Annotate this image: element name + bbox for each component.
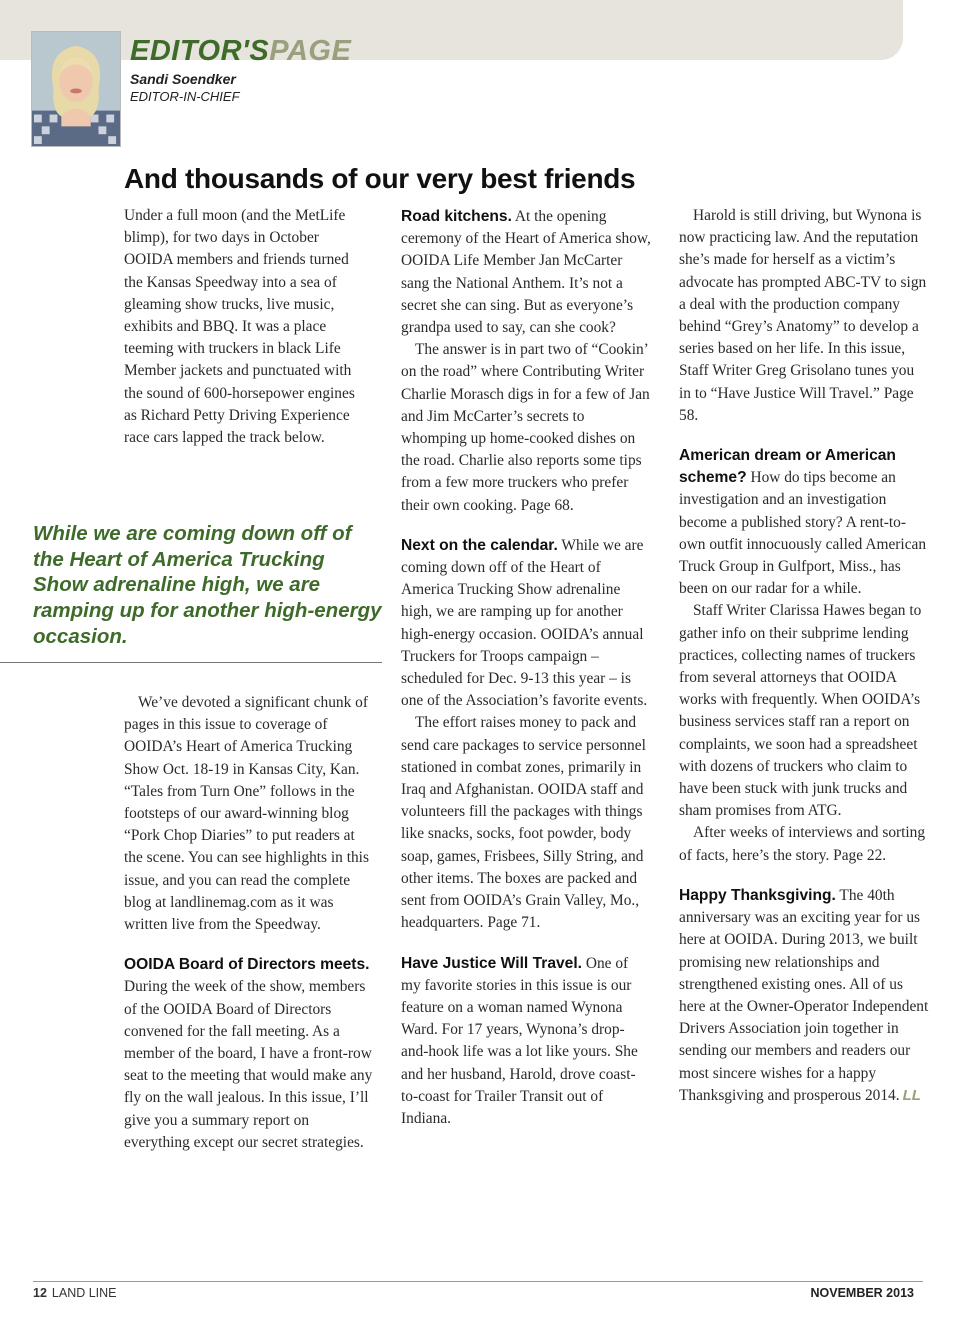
paragraph-road-kitchens <box>401 206 651 339</box>
column-1-top <box>124 205 368 449</box>
pull-quote: While we are coming down off of the Heart of America Trucking Show adrenaline high, we are ramping up for another high-energy occasion. <box>33 522 382 648</box>
paragraph-care-packages: The effort raises money to pack and send care packages to service personnel stationed in combat zones, primarily in Iraq and Afghanistan. OOIDA staff and volunteers fill the packages with things like snacks, socks, foot powder, body soap, games, Frisbees, Silly String, and other items. The boxes are packed and sent from OOIDA’s Grain Valley, Mo., headquarters. Page 71. <box>401 714 646 932</box>
editor-portrait-image <box>32 32 120 146</box>
section-title-word1: EDITOR'S <box>130 35 270 67</box>
issue-date: NOVEMBER 2013 <box>810 1286 914 1300</box>
justice-lead: Have Justice Will Travel. <box>401 954 583 972</box>
paragraph-story: After weeks of interviews and sorting of facts, here’s the story. Page 22. <box>679 824 926 864</box>
editor-title: EDITOR-IN-CHIEF <box>130 89 240 104</box>
pull-quote-divider <box>0 662 382 663</box>
magazine-name: LAND LINE <box>51 1286 117 1300</box>
editor-photo <box>31 31 121 147</box>
column-3 <box>679 205 929 1107</box>
paragraph-intro: Under a full moon (and the MetLife blimp), for two days in October OOIDA members and friends turned the Kansas Speedway into a sea of gleaming show trucks, live music, exhibits and BBQ. It was a place teeming with truckers in black Life Member jackets and punctuated with the sound of 600-horsepower engines as Richard Petty Driving Experience race cars lapped the track below. <box>124 207 355 447</box>
next-lead: Next on the calendar. <box>401 536 558 554</box>
paragraph-american-dream <box>679 445 929 600</box>
thanks-lead: Happy Thanksgiving. <box>679 886 836 904</box>
article-headline: And thousands of our very best friends <box>124 163 636 194</box>
next-text: While we are coming down off of the Heart of America Trucking Show adrenaline high, we are ramping up for another high-energy occasion. OOIDA’s annual Truckers for Troops campaign – scheduled for Dec. 9-13 this year – is one of the Association’s favorite events. <box>401 536 648 710</box>
page-number: 12 <box>33 1286 47 1300</box>
paragraph-board <box>124 954 374 1154</box>
justice-text: One of my favorite stories in this issue is our feature on a woman named Wynona Ward. For 17 years, Wynona’s drop-and-hook life was a lot like yours. She and her husband, Harold, drove coast-to-coast for Trailer Transit out of Indiana. <box>401 954 638 1127</box>
paragraph-harold: Harold is still driving, but Wynona is now practicing law. And the reputation she’s made for herself as a victim’s advocate has prompted ABC-TV to sign a deal with the production company behind “Grey’s Anatomy” to develop a series based on her life. In this issue, Staff Writer Greg Grisolano tunes you in to “Have Justice Will Travel.” Page 58. <box>679 207 927 424</box>
section-title <box>130 34 351 68</box>
paragraph-thanksgiving <box>679 885 929 1107</box>
road-text: At the opening ceremony of the Heart of America show, OOIDA Life Member Jan McCarter sang the National Anthem. It’s not a secret she can sing. But as everyone’s grandpa used to say, can she cook? <box>401 208 651 337</box>
paragraph-calendar <box>401 535 651 713</box>
board-text: During the week of the show, members of the OOIDA Board of Directors convened for the fall meeting. As a member of the board, I have a front-row seat to the meeting that would make any fly on the wall jealous. In this issue, I’ll give you a summary report on everything except our secret strategies. <box>124 978 373 1151</box>
footer-divider <box>33 1281 923 1282</box>
footer-folio <box>33 1286 117 1300</box>
board-lead: OOIDA Board of Directors meets. <box>124 956 370 974</box>
paragraph-justice <box>401 953 651 1131</box>
editor-name: Sandi Soendker <box>130 71 236 87</box>
road-lead: Road kitchens. <box>401 208 512 225</box>
section-title-word2: PAGE <box>269 35 352 67</box>
column-1-bottom <box>124 692 374 1154</box>
paragraph-cookin: The answer is in part two of “Cookin’ on the road” where Contributing Writer Charlie Morasch digs in for a few of Jan and Jim McCarter’s secrets to whomping up home-cooked dishes on the road. Charlie also reports some tips from a few more truckers who prefer their own cooking. Page 68. <box>401 341 650 514</box>
dream-text: How do tips become an investigation and an investigation become a published story? A rent-to-own outfit innocuously called American Truck Group in Gulfport, Miss., has been on our radar for a while. <box>679 469 927 598</box>
paragraph-coverage: We’ve devoted a significant chunk of pages in this issue to coverage of OOIDA’s Heart of America Trucking Show Oct. 18-19 in Kansas City, Kan. “Tales from Turn One” follows in the footsteps of our award-winning blog “Pork Chop Diaries” to put readers at the scene. You can see highlights in this issue, and you can read the complete blog at landlinemag.com as it was written live from the Speedway. <box>124 694 369 934</box>
paragraph-hawes: Staff Writer Clarissa Hawes began to gather info on their subprime lending practices, collecting names of truckers from several attorneys that OOIDA works with frequently. When OOIDA’s business services staff ran a report on complaints, we soon had a spreadsheet with dozens of truckers who claim to have been stuck with junk trucks and sham promises from ATG. <box>679 602 922 820</box>
dream-lead: American dream or American scheme? <box>679 447 896 487</box>
end-mark-logo: LL <box>902 1086 921 1104</box>
column-2 <box>401 206 651 1130</box>
thanks-text: The 40th anniversary was an exciting year for us here at OOIDA. During 2013, we built promising new relationships and strengthened existing ones. All of us here at the Owner-Operator Independent Drivers Association join together in sending our members and readers our most sincere wishes for a happy Thanksgiving and prosperous 2014. <box>679 886 929 1104</box>
